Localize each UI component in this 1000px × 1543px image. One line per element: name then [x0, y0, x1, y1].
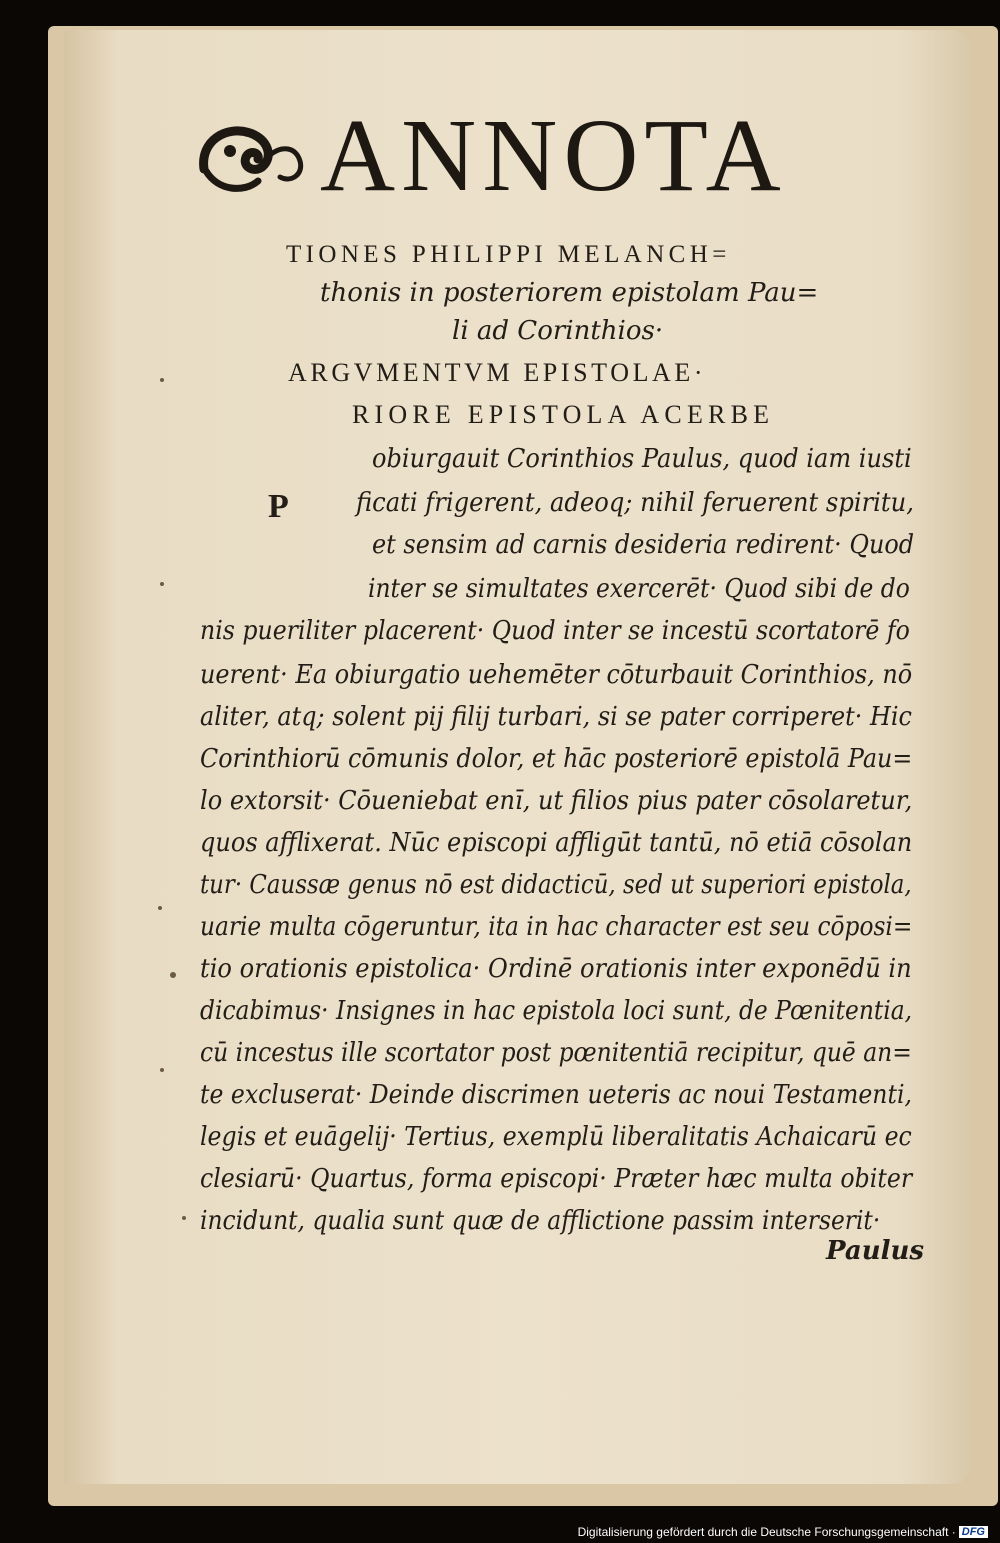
body-line: tio orationis epistolica· Ordinē orationis inter exponēdū in [200, 954, 912, 984]
body-line: incidunt, qualia sunt quæ de afflictione passim interserit· [200, 1206, 881, 1236]
body-line: lo extorsit· Cōueniebat enī, ut filios pius pater cōsolaretur, [200, 786, 913, 816]
footer-text: Digitalisierung gefördert durch die Deutsche Forschungsgemeinschaft · [577, 1525, 956, 1539]
paper-speck [160, 378, 164, 382]
first-caps-line: RIORE EPISTOLA ACERBE [352, 400, 775, 429]
fleuron-ornament-icon [196, 111, 314, 201]
catchword: Paulus [826, 1236, 925, 1266]
heading-line-2: thonis in posteriorem epistolam Pau= [320, 278, 819, 308]
paper-speck [158, 906, 162, 910]
argument-heading: ARGVMENTVM EPISTOLAE· [288, 358, 707, 387]
document-title: ANNOTA [320, 98, 787, 213]
body-line: inter se simultates exercerēt· Quod sibi de do [368, 574, 910, 604]
body-line: legis et euāgelij· Tertius, exemplū liberalitatis Achaicarū ec [200, 1122, 912, 1152]
body-line: cū incestus ille scortator post pœnitentiā recipitur, quē an= [200, 1038, 912, 1068]
body-line: tur· Caussæ genus nō est didacticū, sed ut superiori epistola, [200, 870, 912, 900]
body-line: te excluserat· Deinde discrimen ueteris ac noui Testamenti, [200, 1080, 912, 1110]
body-line: clesiarū· Quartus, forma episcopi· Præter hæc multa obiter [200, 1164, 913, 1194]
body-line: aliter, atq; solent pij filij turbari, si se pater corriperet· Hic [200, 702, 912, 732]
body-line: uarie multa cōgeruntur, ita in hac character est seu cōposi= [200, 912, 913, 942]
body-line: quos afflixerat. Nūc episcopi affligūt tantū, nō etiā cōsolan [200, 828, 913, 858]
paper-speck [160, 1068, 164, 1072]
body-line: et sensim ad carnis desideria redirent· Quod [372, 530, 915, 560]
heading-line-1: TIONES PHILIPPI MELANCH= [286, 241, 731, 268]
paper-speck [182, 1216, 186, 1220]
body-line: nis pueriliter placerent· Quod inter se incestū scortatorē fo [200, 616, 910, 646]
paper-speck [160, 582, 164, 586]
title-row [196, 96, 916, 216]
initial-letter: P [268, 488, 289, 525]
heading-line-3: li ad Corinthios· [452, 316, 664, 346]
body-line: dicabimus· Insignes in hac epistola loci sunt, de Pœnitentia, [200, 996, 913, 1026]
body-line: ficati frigerent, adeoq; nihil feruerent spiritu, [356, 488, 914, 518]
body-line: Corinthiorū cōmunis dolor, et hāc posteriorē epistolā Pau= [200, 744, 913, 774]
paper-speck [170, 972, 176, 978]
dfg-logo: DFG [959, 1526, 988, 1538]
footer [578, 1525, 988, 1539]
body-line: obiurgauit Corinthios Paulus, quod iam iusti [372, 444, 912, 474]
body-line: uerent· Ea obiurgatio uehemēter cōturbauit Corinthios, nō [200, 660, 913, 690]
